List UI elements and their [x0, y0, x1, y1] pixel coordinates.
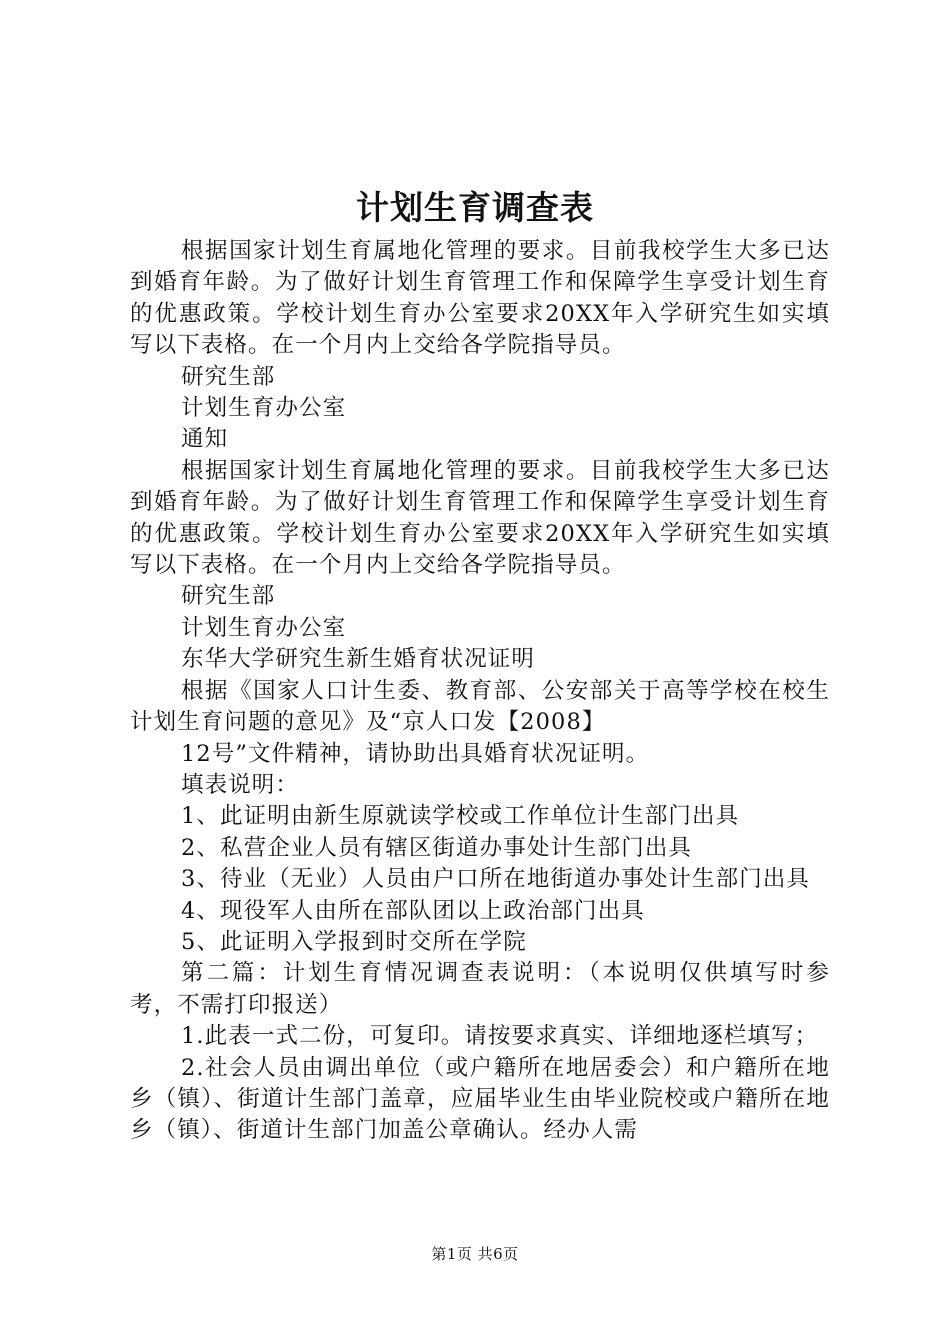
paragraph-notice-body: 根据国家计划生育属地化管理的要求。目前我校学生大多已达到婚育年龄。为了做好计划生育管理工作和保障学生享受计划生育的优惠政策。学校计划生育办公室要求20XX年入学研究生如实填写以下表格。在一个月内上交给各学院指导员。 — [130, 457, 830, 579]
instruction-item-5: 5、此证明入学报到时交所在学院 — [181, 928, 527, 955]
paragraph-instructions-heading: 填表说明： — [181, 771, 300, 798]
section-two-item-2: 2.社会人员由调出单位（或户籍所在地居委会）和户籍所在地乡（镇）、街道计生部门盖章，应届毕业生由毕业院校或户籍所在地乡（镇）、街道计生部门加盖公章确认。经办人需 — [130, 1054, 830, 1144]
instruction-item-4: 4、现役军人由所在部队团以上政治部门出具 — [181, 897, 645, 924]
instruction-item-2: 2、私营企业人员有辖区街道办事处计生部门出具 — [181, 834, 693, 861]
paragraph-certificate-basis: 根据《国家人口计生委、教育部、公安部关于高等学校在校生计划生育问题的意见》及“京人口发【2008】 — [130, 677, 830, 736]
paragraph-signature-office-2: 计划生育办公室 — [181, 614, 347, 641]
document-body — [130, 236, 830, 1147]
paragraph-certificate-request: 12号”文件精神，请协助出具婚育状况证明。 — [181, 740, 650, 767]
page-number-footer: 第1页 共6页 — [431, 1245, 519, 1263]
paragraph-signature-dept: 研究生部 — [181, 363, 276, 390]
paragraph-signature-dept-2: 研究生部 — [181, 583, 276, 610]
paragraph-notice-intro: 根据国家计划生育属地化管理的要求。目前我校学生大多已达到婚育年龄。为了做好计划生育管理工作和保障学生享受计划生育的优惠政策。学校计划生育办公室要求20XX年入学研究生如实填写以下表格。在一个月内上交给各学院指导员。 — [130, 238, 830, 359]
instruction-item-3: 3、待业（无业）人员由户口所在地街道办事处计生部门出具 — [181, 866, 811, 893]
paragraph-signature-office: 计划生育办公室 — [181, 395, 347, 422]
section-two-item-1: 1.此表一式二份，可复印。请按要求真实、详细地逐栏填写； — [181, 1023, 819, 1050]
paragraph-certificate-title: 东华大学研究生新生婚育状况证明 — [181, 646, 536, 673]
instruction-item-1: 1、此证明由新生原就读学校或工作单位计生部门出具 — [181, 803, 740, 830]
paragraph-notice-heading: 通知 — [181, 426, 229, 453]
paragraph-section-two-heading: 第二篇：计划生育情况调查表说明：（本说明仅供填写时参考，不需打印报送） — [130, 960, 830, 1018]
document-title: 计划生育调查表 — [356, 188, 594, 227]
